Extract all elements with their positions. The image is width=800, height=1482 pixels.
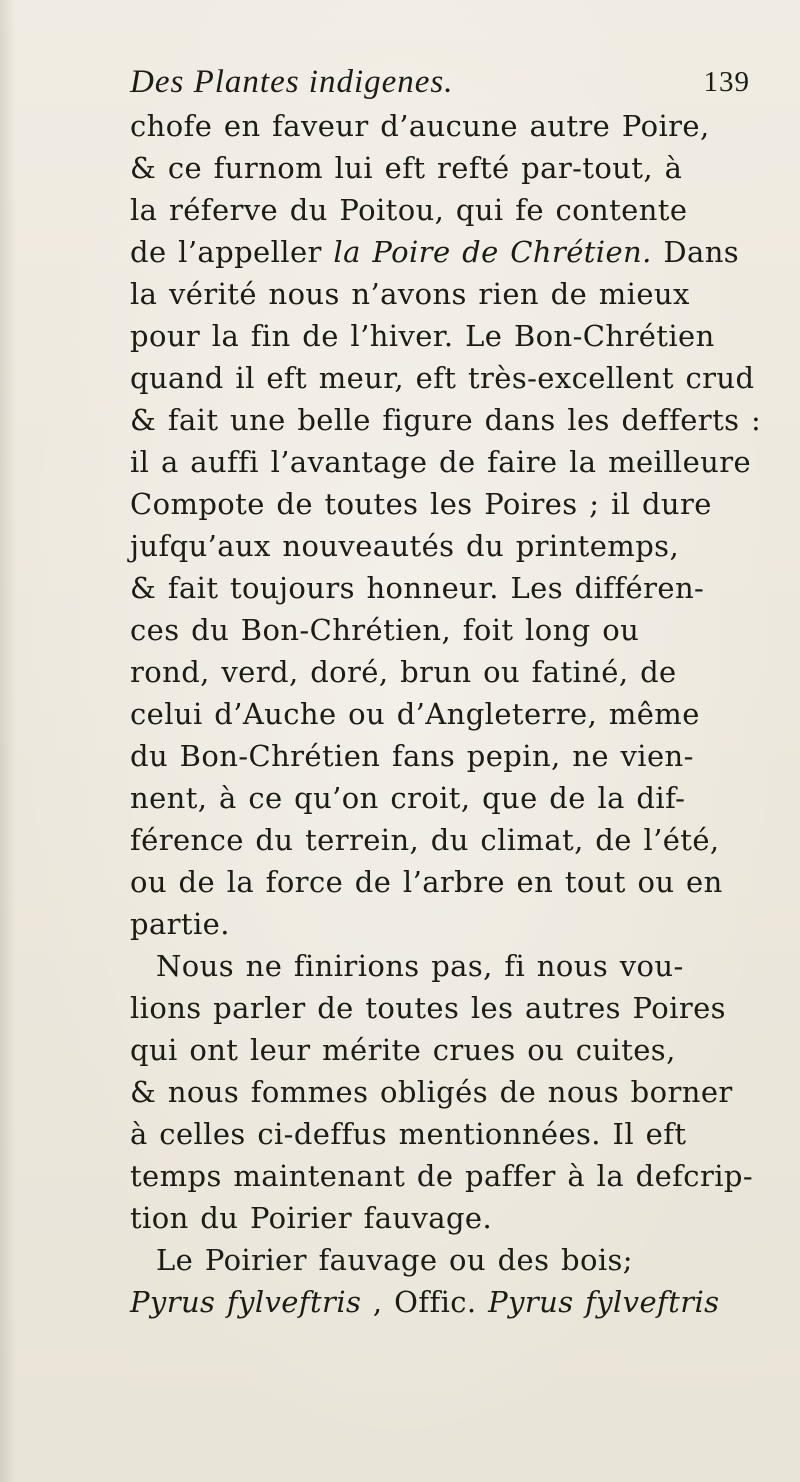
text-line: & fait toujours honneur. Les différen- bbox=[130, 571, 705, 605]
text-line: du Bon-Chrétien fans pepin, ne vien- bbox=[130, 739, 694, 773]
text-run: , Offic. bbox=[372, 1285, 477, 1319]
text-line: il a auffi l’avantage de faire la meilleure bbox=[130, 445, 752, 479]
text-line: celui d’Auche ou d’Angleterre, même bbox=[130, 697, 700, 731]
text-line: & nous fommes obligés de nous borner bbox=[130, 1075, 733, 1109]
page-number: 139 bbox=[703, 66, 750, 98]
text-line: qui ont leur mérite crues ou cuites, bbox=[130, 1033, 676, 1067]
text-line bbox=[130, 231, 770, 273]
text-line: férence du terrein, du climat, de l’été, bbox=[130, 823, 720, 857]
text-line: chofe en faveur d’aucune autre Poire, bbox=[130, 109, 710, 143]
text-line: rond, verd, doré, brun ou fatiné, de bbox=[130, 655, 677, 689]
running-title: Des Plantes indigenes. bbox=[130, 64, 454, 100]
text-line: partie. bbox=[130, 907, 230, 941]
text-line: la vérité nous n’avons rien de mieux bbox=[130, 277, 690, 311]
text-line: jufqu’aux nouveautés du printemps, bbox=[130, 529, 680, 563]
text-line: & fait une belle figure dans les defferts : bbox=[130, 403, 762, 437]
text-run: de l’appeller bbox=[130, 235, 322, 269]
body-text bbox=[130, 105, 770, 1323]
text-line: temps maintenant de paffer à la defcrip- bbox=[130, 1159, 754, 1193]
text-line: ou de la force de l’arbre en tout ou en bbox=[130, 865, 723, 899]
text-line: Compote de toutes les Poires ; il dure bbox=[130, 487, 712, 521]
text-line: nent, à ce qu’on croit, que de la dif- bbox=[130, 781, 686, 815]
text-line: tion du Poirier fauvage. bbox=[130, 1201, 493, 1235]
italic-latin-name: Pyrus fylveftris bbox=[130, 1285, 362, 1319]
text-line: quand il eft meur, eft très-excellent crud bbox=[130, 361, 755, 395]
text-line: Nous ne finirions pas, fi nous vou- bbox=[156, 949, 684, 983]
text-line: pour la fin de l’hiver. Le Bon-Chrétien bbox=[130, 319, 715, 353]
text-line: Le Poirier fauvage ou des bois; bbox=[156, 1243, 633, 1277]
running-header bbox=[130, 64, 750, 108]
page-gutter-shadow bbox=[0, 0, 16, 1482]
text-run: Dans bbox=[663, 235, 740, 269]
italic-phrase: la Poire de Chrétien. bbox=[333, 235, 652, 269]
text-line: la réferve du Poitou, qui fe contente bbox=[130, 193, 688, 227]
text-line bbox=[130, 1281, 770, 1323]
text-line: & ce furnom lui eft refté par-tout, à bbox=[130, 151, 683, 185]
text-line: à celles ci-deffus mentionnées. Il eft bbox=[130, 1117, 687, 1151]
text-line: ces du Bon-Chrétien, foit long ou bbox=[130, 613, 640, 647]
italic-latin-name: Pyrus fylveftris bbox=[488, 1285, 720, 1319]
text-line: lions parler de toutes les autres Poires bbox=[130, 991, 726, 1025]
